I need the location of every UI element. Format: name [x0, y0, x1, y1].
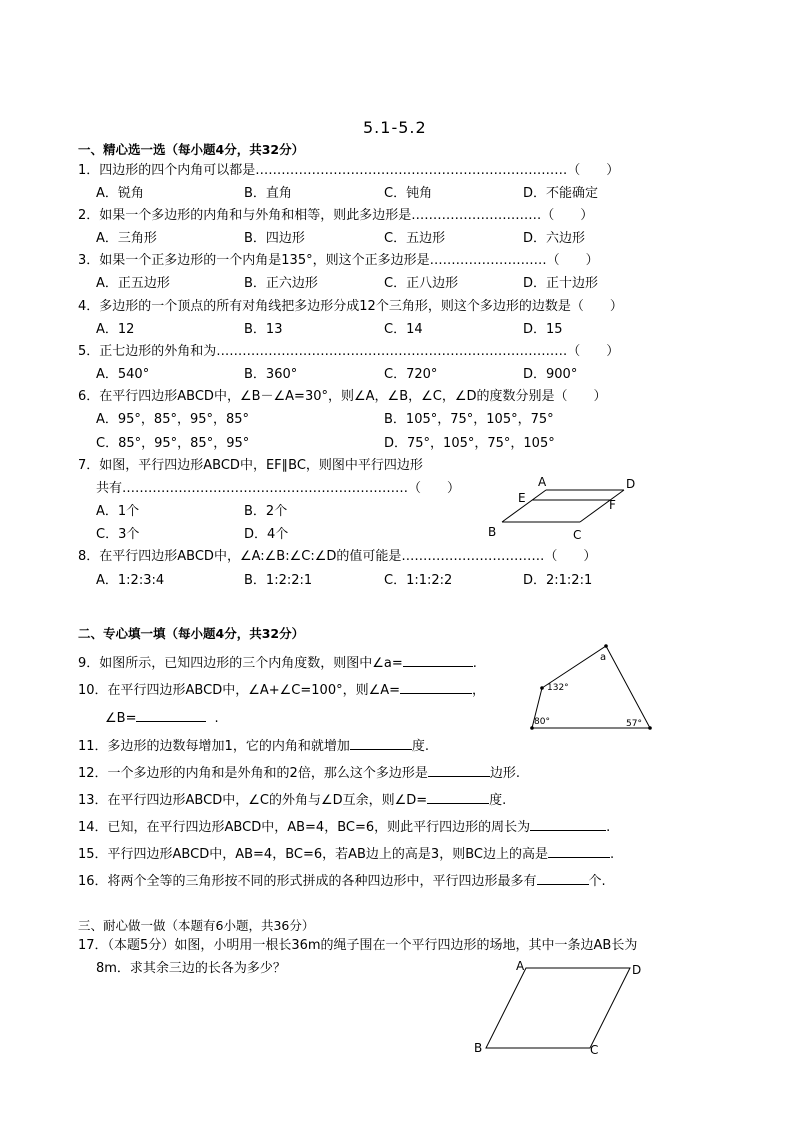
q6-stem: 6．在平行四边形ABCD中，∠B－∠A=30°，则∠A，∠B，∠C，∠D的度数分别是（ ） — [78, 389, 607, 404]
q3-option-d: D．正十边形 — [523, 276, 599, 291]
q10-line2 — [105, 708, 219, 727]
q7-stem-line2: 共有…………………………………………………………（ ） — [96, 481, 461, 496]
q8-option-a: A．1:2:3:4 — [96, 573, 165, 588]
q12 — [78, 763, 520, 782]
q4-stem: 4．多边形的一个顶点的所有对角线把多边形分成12个三角形，则这个多边形的边数是（ ） — [78, 299, 623, 314]
q17-line2: 8m．求其余三边的长各为多少？ — [96, 961, 286, 976]
page-title: 5.1-5.2 — [363, 118, 427, 137]
fig1-label-e: E — [518, 491, 526, 505]
q3-option-b: B．正六边形 — [244, 276, 318, 291]
q11 — [78, 736, 429, 755]
q10-line2-text: ∠B= — [105, 711, 137, 726]
q14-end: . — [606, 820, 611, 835]
q16-answer-blank[interactable] — [537, 871, 589, 885]
fig1-edge-dc — [580, 490, 624, 522]
q13-answer-blank[interactable] — [427, 790, 489, 804]
q1-stem: 1．四边形的四个内角可以都是………………………………………………………………（ ） — [78, 163, 620, 178]
section3-heading: 三、耐心做一做（本题有6小题，共36分） — [78, 918, 315, 933]
q1-option-c: C．钝角 — [384, 186, 433, 201]
fig1-label-c: C — [573, 528, 582, 542]
fig2-vertex-left-mid — [540, 686, 544, 690]
q10-text: 10．在平行四边形ABCD中，∠A+∠C=100°，则∠A= — [78, 683, 401, 698]
fig1-label-f: F — [609, 498, 616, 512]
q1-option-b: B．直角 — [244, 186, 292, 201]
figure-parallelogram-abcd — [470, 958, 650, 1058]
q10 — [78, 680, 485, 699]
q14 — [78, 817, 610, 836]
q15 — [78, 844, 614, 863]
q6-option-c: C．85°，95°，85°，95° — [96, 436, 250, 451]
fig3-label-a: A — [516, 959, 525, 973]
q10-answer-b-blank[interactable] — [136, 708, 206, 722]
q2-option-b: B．四边形 — [244, 231, 305, 246]
section1-heading: 一、精心选一选（每小题4分，共32分） — [78, 142, 305, 157]
q3-option-a: A．正五边形 — [96, 276, 170, 291]
fig1-label-d: D — [626, 477, 636, 491]
q5-option-c: C．720° — [384, 367, 438, 382]
q4-option-d: D．15 — [523, 322, 563, 337]
fig3-label-b: B — [474, 1041, 483, 1055]
q10-end: . — [214, 711, 219, 726]
q13-text: 13．在平行四边形ABCD中，∠C的外角与∠D互余，则∠D= — [78, 793, 428, 808]
q16-end: 个. — [588, 874, 606, 889]
q5-stem: 5．正七边形的外角和为………………………………………………………………………（ ） — [78, 344, 620, 359]
q2-option-d: D．六边形 — [523, 231, 586, 246]
q1-option-a: A．锐角 — [96, 186, 144, 201]
q11-end: 度. — [411, 739, 429, 754]
q1-option-d: D．不能确定 — [523, 186, 599, 201]
q11-answer-blank[interactable] — [350, 736, 412, 750]
fig3-label-c: C — [590, 1043, 599, 1057]
q2-stem: 2．如果一个多边形的内角和与外角和相等，则此多边形是…………………………（ ） — [78, 208, 594, 223]
q9 — [78, 653, 477, 672]
q13 — [78, 790, 506, 809]
q9-text: 9．如图所示，已知四边形的三个内角度数，则图中∠a= — [78, 656, 403, 671]
q8-stem: 8．在平行四边形ABCD中，∠A:∠B:∠C:∠D的值可能是……………………………（ ） — [78, 549, 597, 564]
q10-mid: ， — [472, 683, 486, 698]
fig3-label-d: D — [632, 963, 642, 977]
q12-answer-blank[interactable] — [428, 763, 490, 777]
q12-end: 边形. — [489, 766, 520, 781]
q8-option-d: D．2:1:2:1 — [523, 573, 593, 588]
q3-stem: 3．如果一个正多边形的一个内角是135°，则这个正多边形是………………………（ ） — [78, 253, 599, 268]
q6-option-d: D．75°，105°，75°，105° — [384, 436, 555, 451]
q4-option-b: B．13 — [244, 322, 283, 337]
fig1-label-a: A — [538, 475, 547, 489]
fig3-parallelogram — [486, 968, 630, 1048]
section2-heading: 二、专心填一填（每小题4分，共32分） — [78, 626, 305, 641]
q15-text: 15．平行四边形ABCD中，AB=4，BC=6，若AB边上的高是3，则BC边上的高是 — [78, 847, 548, 862]
q10-answer-a-blank[interactable] — [400, 680, 472, 694]
q15-end: . — [609, 847, 615, 862]
fig2-label-132: 132° — [547, 683, 569, 693]
q4-option-a: A．12 — [96, 322, 135, 337]
fig2-label-a: a — [600, 652, 607, 663]
q7-stem: 7．如图，平行四边形ABCD中，EF∥BC，则图中平行四边形 — [78, 458, 423, 473]
q3-option-c: C．正八边形 — [384, 276, 459, 291]
q17-line1: 17．（本题5分）如图，小明用一根长36m的绳子围在一个平行四边形的场地，其中一条边AB长为 — [78, 938, 638, 953]
q13-end: 度. — [489, 793, 507, 808]
q4-option-c: C．14 — [384, 322, 423, 337]
fig2-vertex-right — [648, 726, 652, 730]
q6-option-b: B．105°，75°，105°，75° — [384, 412, 554, 427]
fig1-label-b: B — [488, 525, 497, 539]
q7-option-c: C．3个 — [96, 527, 140, 542]
q9-end: . — [472, 656, 477, 671]
q8-option-b: B．1:2:2:1 — [244, 573, 313, 588]
q6-option-a: A．95°，85°，95°，85° — [96, 412, 250, 427]
figure-parallelogram-ef — [480, 470, 650, 545]
fig2-vertex-top — [604, 644, 608, 648]
q7-option-a: A．1个 — [96, 504, 140, 519]
figure-quadrilateral-angles — [520, 640, 665, 735]
q7-option-b: B．2个 — [244, 504, 288, 519]
q2-option-a: A．三角形 — [96, 231, 157, 246]
q8-option-c: C．1:1:2:2 — [384, 573, 453, 588]
q16-text: 16．将两个全等的三角形按不同的形式拼成的各种四边形中，平行四边形最多有 — [78, 874, 537, 889]
q15-answer-blank[interactable] — [548, 844, 610, 858]
q16 — [78, 871, 606, 890]
q14-answer-blank[interactable] — [530, 817, 606, 831]
q2-option-c: C．五边形 — [384, 231, 446, 246]
q5-option-d: D．900° — [523, 367, 578, 382]
q14-text: 14．已知，在平行四边形ABCD中，AB=4，BC=6，则此平行四边形的周长为 — [78, 820, 531, 835]
q9-answer-blank[interactable] — [403, 653, 473, 667]
fig2-label-80: 80° — [534, 717, 550, 727]
q5-option-a: A．540° — [96, 367, 150, 382]
q12-text: 12．一个多边形的内角和是外角和的2倍，那么这个多边形是 — [78, 766, 428, 781]
q7-option-d: D．4个 — [244, 527, 289, 542]
q5-option-b: B．360° — [244, 367, 298, 382]
fig2-label-57: 57° — [626, 719, 642, 729]
q11-text: 11．多边形的边数每增加1，它的内角和就增加 — [78, 739, 350, 754]
